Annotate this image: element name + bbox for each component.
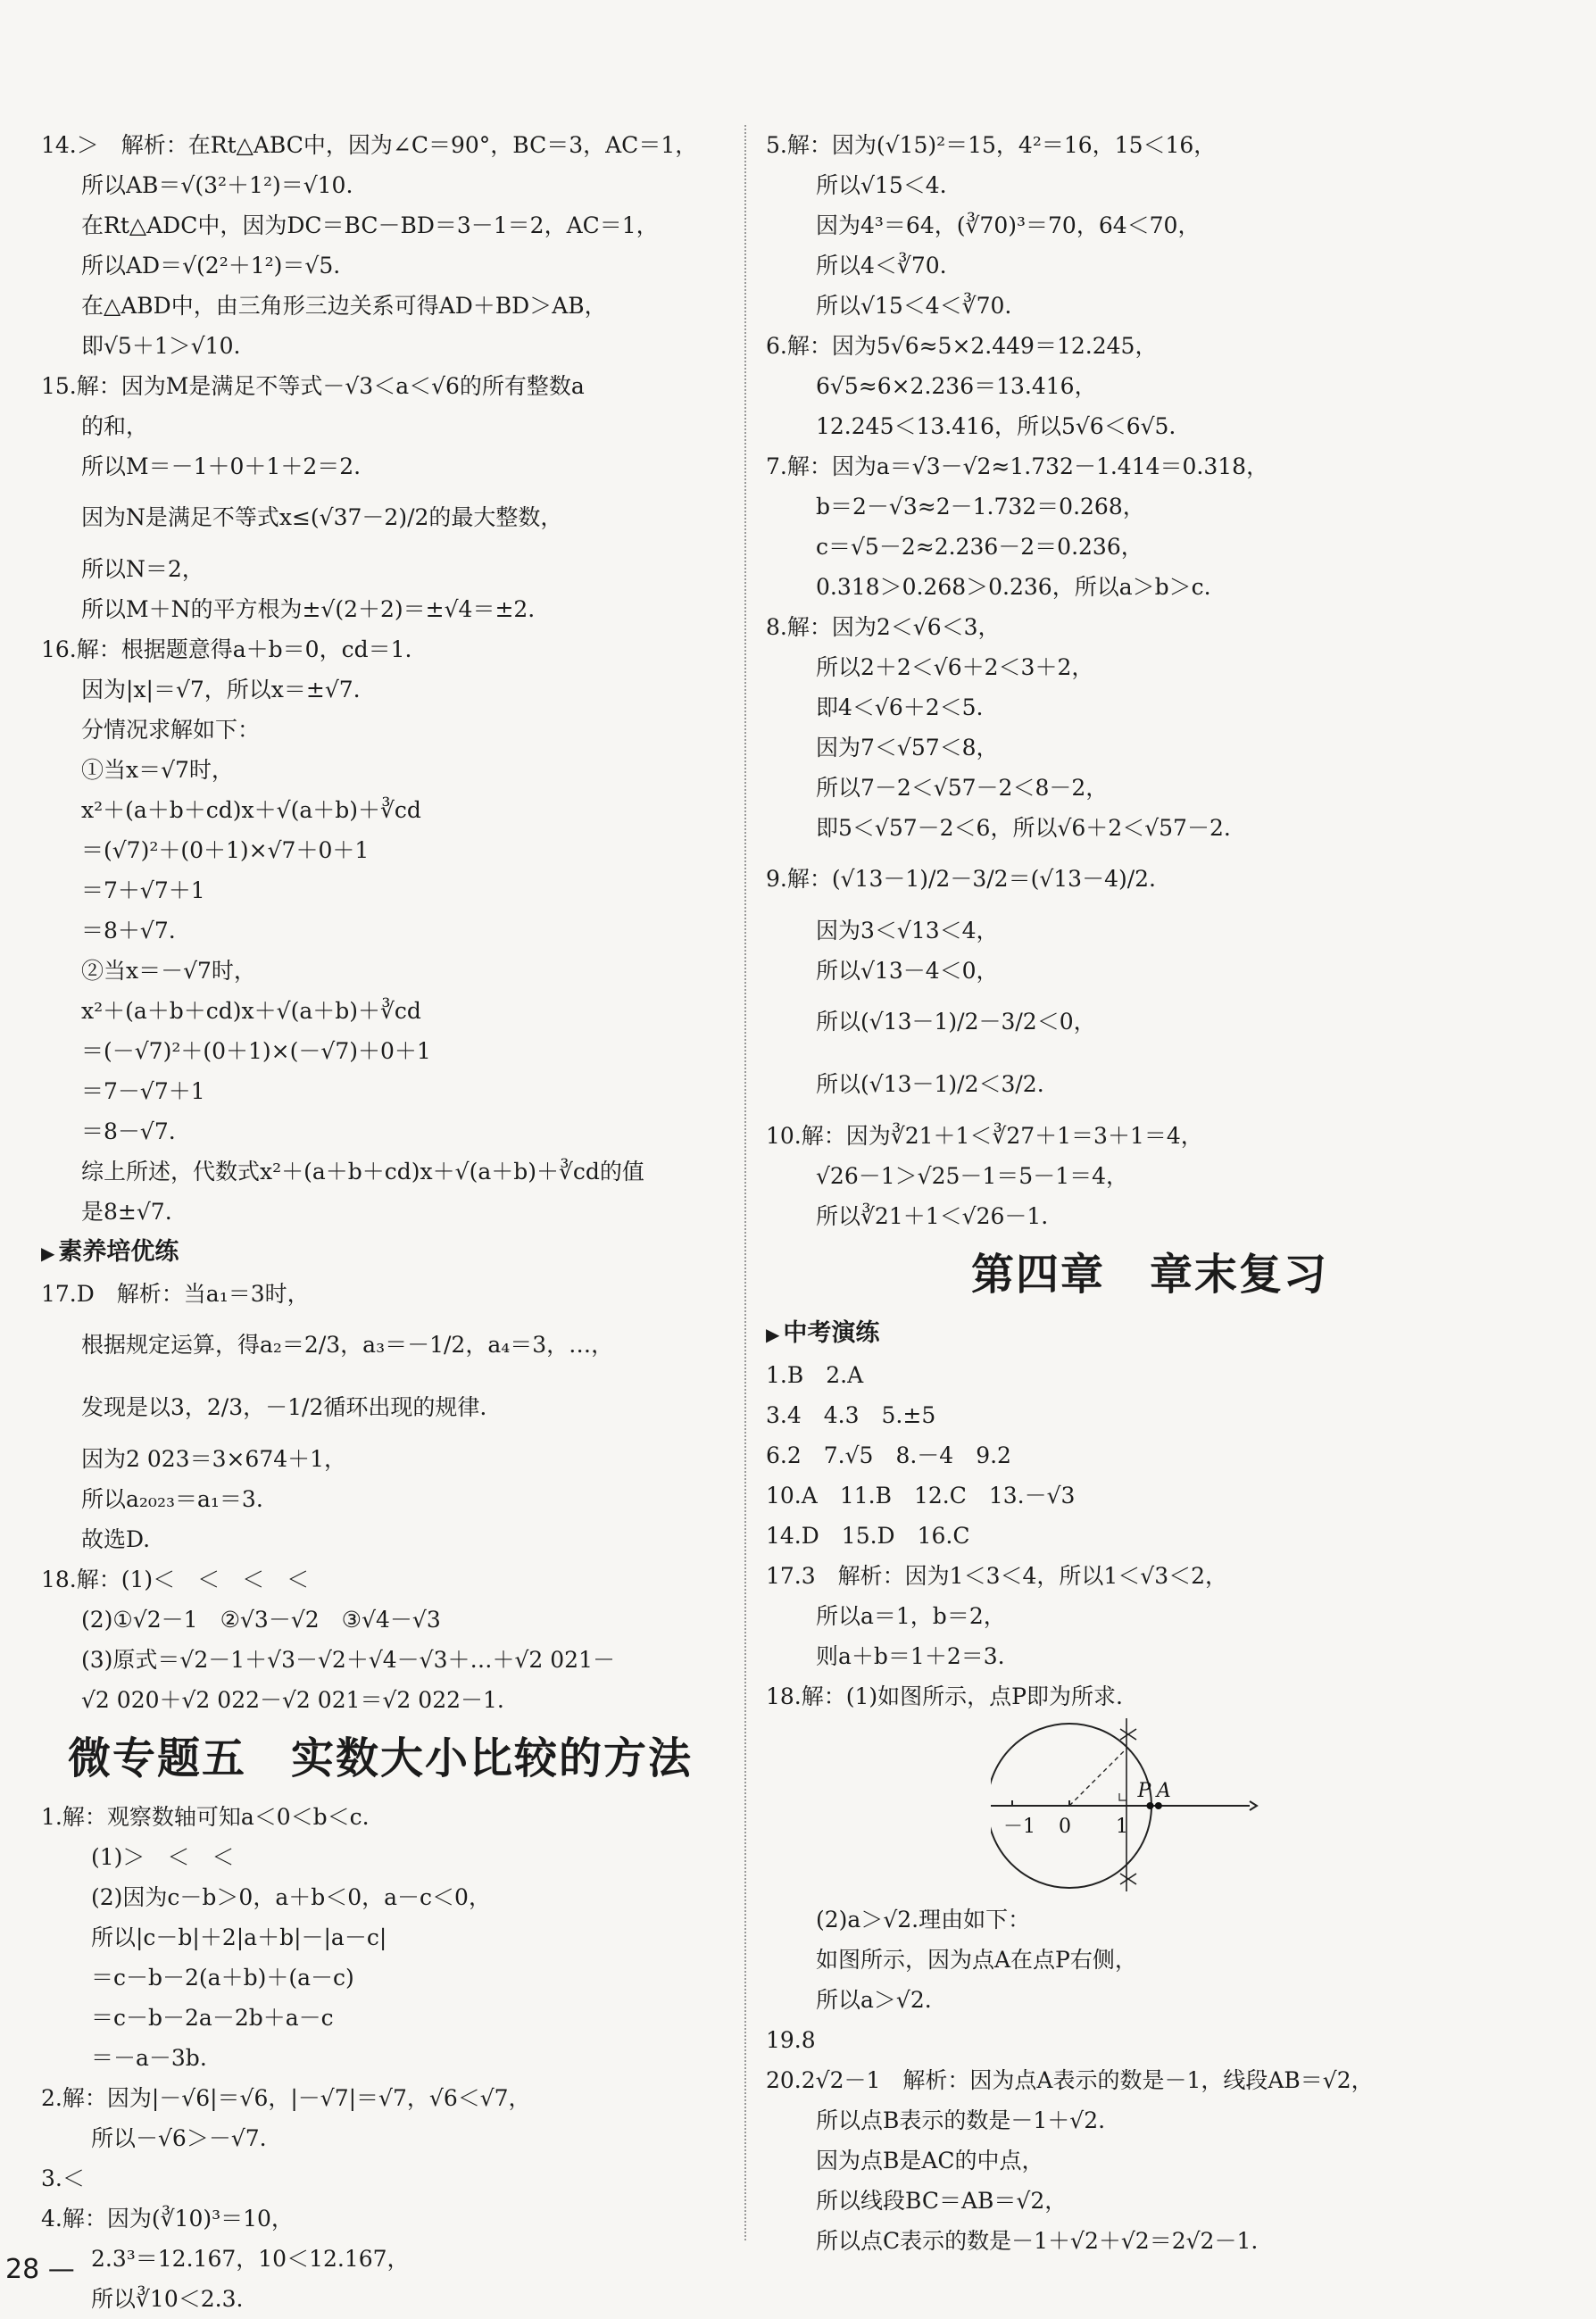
answer-line: 即√5＋1＞√10. bbox=[81, 333, 241, 359]
top-cross-mark bbox=[1120, 1729, 1136, 1740]
answer-item: 9.解：(√13－1)/2－3/2＝(√13－4)/2. bbox=[766, 866, 1157, 892]
answer-item: 20.2√2－1 解析：因为点A表示的数是－1，线段AB＝√2， bbox=[766, 2067, 1374, 2093]
answer-item: 17.3 解析：因为1＜3＜4，所以1＜√3＜2， bbox=[766, 1563, 1228, 1589]
section-heading-text: 素养培优练 bbox=[58, 1238, 179, 1266]
answer-line: ②当x＝－√7时， bbox=[81, 958, 256, 984]
right-column bbox=[766, 125, 1534, 2261]
answer-line: (2)①√2－1 ②√3－√2 ③√4－√3 bbox=[81, 1607, 441, 1633]
answer-line: (1)＞ ＜ ＜ bbox=[91, 1844, 235, 1870]
answer-line: 所以点B表示的数是－1＋√2. bbox=[816, 2107, 1106, 2133]
point-A bbox=[1155, 1802, 1162, 1809]
answer-line: ＝c－b－2a－2b＋a－c bbox=[91, 2005, 334, 2031]
answer-line: √26－1＞√25－1＝5－1＝4， bbox=[816, 1163, 1129, 1189]
answer-line: 所以√13－4＜0， bbox=[816, 958, 999, 984]
answer-item: 17.D 解析：当a₁＝3时， bbox=[41, 1281, 310, 1307]
answer-line: 因为点B是AC的中点， bbox=[816, 2148, 1044, 2174]
answer-item: 3.＜ bbox=[41, 2165, 85, 2191]
section-bullet-icon: ▶ bbox=[766, 1324, 780, 1345]
answer-line: 所以∛10＜2.3. bbox=[91, 2286, 244, 2312]
answer-line: 所以－√6＞－√7. bbox=[91, 2125, 267, 2151]
answer-line: 因为7＜√57＜8， bbox=[816, 735, 999, 761]
answer-line: x²＋(a＋b＋cd)x＋√(a＋b)＋∛cd bbox=[81, 998, 421, 1024]
answer-line: 所以M＝－1＋0＋1＋2＝2. bbox=[81, 453, 362, 479]
answer-line: 所以AB＝√(3²＋1²)＝√10. bbox=[81, 172, 353, 198]
section-heading bbox=[41, 1232, 719, 1274]
answer-line: 发现是以3，2/3，－1/2循环出现的规律. bbox=[81, 1394, 487, 1420]
column-divider bbox=[744, 125, 746, 2240]
answer-line: 分情况求解如下： bbox=[81, 717, 261, 743]
answer-line: √2 020＋√2 022－√2 021＝√2 022－1. bbox=[81, 1687, 504, 1713]
answer-line: 所以线段BC＝AB＝√2， bbox=[816, 2188, 1068, 2214]
answer-line: 因为2 023＝3×674＋1， bbox=[81, 1446, 347, 1472]
answer-line: 所以点C表示的数是－1＋√2＋√2＝2√2－1. bbox=[816, 2228, 1259, 2254]
answer-line: 0.318＞0.268＞0.236，所以a＞b＞c. bbox=[816, 574, 1211, 600]
answer-line: 所以4＜∛70. bbox=[816, 253, 947, 278]
answer-item: 7.解：因为a＝√3－√2≈1.732－1.414＝0.318， bbox=[766, 453, 1269, 479]
answer-line: 故选D. bbox=[81, 1526, 151, 1552]
answer-line: 所以(√13－1)/2＜3/2. bbox=[816, 1071, 1044, 1097]
answer-line: ＝8－√7. bbox=[81, 1118, 176, 1144]
section-bullet-icon: ▶ bbox=[41, 1243, 55, 1264]
answer-line: ＝8＋√7. bbox=[81, 918, 176, 943]
answer-line: ＝7－√7＋1 bbox=[81, 1078, 205, 1104]
answer-line: 因为|x|＝√7，所以x＝±√7. bbox=[81, 677, 361, 702]
answer-line: 的和， bbox=[81, 413, 149, 439]
number-line-figure bbox=[766, 1716, 1534, 1899]
answer-line: c＝√5－2≈2.236－2＝0.236， bbox=[816, 534, 1143, 560]
answer-line: ①当x＝√7时， bbox=[81, 757, 234, 783]
chapter-title: 微专题五 实数大小比较的方法 bbox=[67, 1733, 693, 1783]
chapter-title: 第四章 章末复习 bbox=[970, 1250, 1328, 1300]
answer-line: ＝(－√7)²＋(0＋1)×(－√7)＋0＋1 bbox=[81, 1038, 431, 1064]
answer-line: 根据规定运算，得a₂＝2/3，a₃＝－1/2，a₄＝3，…， bbox=[81, 1332, 614, 1358]
page-number: 28 — bbox=[5, 2254, 75, 2285]
answer-item: 14.＞ 解析：在Rt△ABC中，因为∠C＝90°，BC＝3，AC＝1， bbox=[41, 132, 698, 158]
answer-item: 8.解：因为2＜√6＜3， bbox=[766, 614, 1001, 640]
point-P bbox=[1147, 1802, 1154, 1809]
tick-label-neg1: －1 bbox=[1003, 1816, 1035, 1838]
label-A: A bbox=[1156, 1780, 1171, 1802]
answer-line: 所以2＋2＜√6＋2＜3＋2， bbox=[816, 654, 1094, 680]
answer-line: ＝c－b－2(a＋b)＋(a－c) bbox=[91, 1965, 354, 1991]
answer-line: 所以N＝2， bbox=[81, 556, 204, 582]
answer-item: 1.B 2.A bbox=[766, 1362, 864, 1388]
diagonal-segment bbox=[1069, 1749, 1126, 1806]
answer-line: 12.245＜13.416，所以5√6＜6√5. bbox=[816, 413, 1176, 439]
answer-line: 如图所示，因为点A在点P右侧， bbox=[816, 1947, 1137, 1973]
answer-line: 所以∛21＋1＜√26－1. bbox=[816, 1203, 1049, 1229]
answer-line: 综上所述，代数式x²＋(a＋b＋cd)x＋√(a＋b)＋∛cd的值 bbox=[81, 1159, 644, 1184]
answer-line: 所以AD＝√(2²＋1²)＝√5. bbox=[81, 253, 341, 278]
right-angle-mark bbox=[1119, 1793, 1126, 1800]
answer-line: 则a＋b＝1＋2＝3. bbox=[816, 1643, 1005, 1669]
answer-item: 18.解：(1)＜ ＜ ＜ ＜ bbox=[41, 1567, 310, 1592]
label-P: P bbox=[1137, 1780, 1151, 1802]
answer-line: 在△ABD中，由三角形三边关系可得AD＋BD＞AB， bbox=[81, 293, 607, 319]
answer-item: 5.解：因为(√15)²＝15，4²＝16，15＜16， bbox=[766, 132, 1217, 158]
answer-item: 15.解：因为M是满足不等式－√3＜a＜√6的所有整数a bbox=[41, 373, 585, 399]
answer-line: 所以|c－b|＋2|a＋b|－|a－c| bbox=[91, 1924, 387, 1950]
answer-line: 所以7－2＜√57－2＜8－2， bbox=[816, 775, 1109, 801]
answer-line: ＝(√7)²＋(0＋1)×√7＋0＋1 bbox=[81, 837, 370, 863]
answer-item: 1.解：观察数轴可知a＜0＜b＜c. bbox=[41, 1804, 370, 1830]
answer-line: x²＋(a＋b＋cd)x＋√(a＋b)＋∛cd bbox=[81, 797, 421, 823]
tick-label-0: 0 bbox=[1059, 1816, 1071, 1838]
answer-line: 所以√15＜4. bbox=[816, 172, 947, 198]
answer-item: 6.解：因为5√6≈5×2.449＝12.245， bbox=[766, 333, 1158, 359]
answer-line: 所以a₂₀₂₃＝a₁＝3. bbox=[81, 1486, 263, 1512]
answer-line: 即5＜√57－2＜6，所以√6＋2＜√57－2. bbox=[816, 815, 1231, 841]
answer-item: 10.解：因为∛21＋1＜∛27＋1＝3＋1＝4， bbox=[766, 1123, 1203, 1149]
answer-line: ＝－a－3b. bbox=[91, 2045, 207, 2071]
answer-line: 所以(√13－1)/2－3/2＜0， bbox=[816, 1009, 1096, 1035]
answer-item: 6.2 7.√5 8.－4 9.2 bbox=[766, 1442, 1011, 1468]
answer-line: (2)因为c－b＞0，a＋b＜0，a－c＜0， bbox=[91, 1884, 491, 1910]
axis-arrow bbox=[1250, 1801, 1257, 1810]
section-heading-text: 中考演练 bbox=[783, 1319, 880, 1347]
answer-line: 2.3³＝12.167，10＜12.167， bbox=[91, 2246, 410, 2272]
answer-item: 18.解：(1)如图所示，点P即为所求. bbox=[766, 1683, 1123, 1709]
left-column bbox=[41, 125, 719, 2319]
answer-line: 是8±√7. bbox=[81, 1199, 172, 1225]
answer-item: 4.解：因为(∛10)³＝10， bbox=[41, 2206, 294, 2232]
answer-line: 在Rt△ADC中，因为DC＝BC－BD＝3－1＝2，AC＝1， bbox=[81, 212, 659, 238]
answer-item: 2.解：因为|－√6|＝√6，|－√7|＝√7，√6＜√7， bbox=[41, 2085, 531, 2111]
answer-line: 所以√15＜4＜∛70. bbox=[816, 293, 1012, 319]
section-heading bbox=[766, 1313, 1534, 1355]
answer-line: 因为3＜√13＜4， bbox=[816, 918, 999, 943]
answer-item: 14.D 15.D 16.C bbox=[766, 1523, 970, 1549]
answer-line: 因为4³＝64，(∛70)³＝70，64＜70， bbox=[816, 212, 1201, 238]
answer-line: 即4＜√6＋2＜5. bbox=[816, 694, 984, 720]
answer-line: 所以a＝1，b＝2， bbox=[816, 1603, 1006, 1629]
answer-item: 19.8 bbox=[766, 2027, 816, 2053]
answer-item: 16.解：根据题意得a＋b＝0，cd＝1. bbox=[41, 636, 412, 662]
answer-line: 因为N是满足不等式x≤(√37－2)/2的最大整数， bbox=[81, 504, 563, 530]
answer-line: ＝7＋√7＋1 bbox=[81, 877, 205, 903]
answer-line: 所以M＋N的平方根为±√(2＋2)＝±√4＝±2. bbox=[81, 596, 536, 622]
answer-line: b＝2－√3≈2－1.732＝0.268， bbox=[816, 494, 1145, 519]
answer-line: 6√5≈6×2.236＝13.416， bbox=[816, 373, 1097, 399]
answer-item: 10.A 11.B 12.C 13.－√3 bbox=[766, 1483, 1076, 1509]
bottom-cross-mark bbox=[1120, 1874, 1136, 1884]
figure-svg bbox=[991, 1716, 1259, 1895]
answer-line: (2)a＞√2.理由如下： bbox=[816, 1907, 1031, 1932]
answer-item: 3.4 4.3 5.±5 bbox=[766, 1402, 936, 1428]
answer-line: 所以a＞√2. bbox=[816, 1987, 932, 2013]
answer-line: (3)原式＝√2－1＋√3－√2＋√4－√3＋…＋√2 021－ bbox=[81, 1647, 615, 1673]
tick-label-1: 1 bbox=[1116, 1816, 1128, 1838]
